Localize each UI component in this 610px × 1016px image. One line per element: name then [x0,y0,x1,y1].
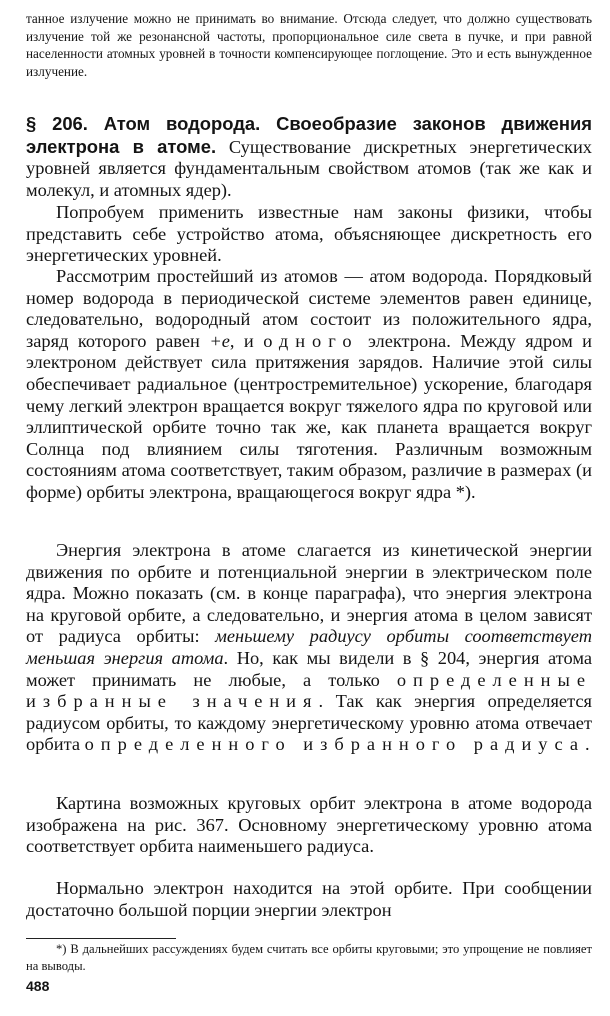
spaced-emphasis-values: определенные избранные значения [26,669,592,712]
section-heading: § 206. Атом водорода. Своеобразие законов движения электрона в атоме. [26,113,592,157]
p3-text-d: . [585,734,590,755]
p3-text-a: Энергия электрона в атоме слагается из кинетической энергии движения по орбите и потенциальной энергии в электрическом поле ядра. Можно показать (см. в конце параграфа), что энергия электрона на круговой орбите, а следовательно, и энергия атома в целом зависят от радиуса орбиты: [26,540,592,647]
section-intro-text: Существование дискретных энергетических уровней является фундаментальным свойством атомов (так же как и молекул, и атомных ядер). [26,136,592,200]
section-206 [26,113,592,201]
italic-emphasis: меньшему радиусу орбиты соответствует меньшая энергия атома [26,626,592,668]
paragraph-2 [26,266,592,504]
paragraph-5: Нормально электрон находится на этой орбите. При сообщении достаточно большой порции энергии электрон [26,878,592,920]
paragraph-1: Попробуем применить известные нам законы физики, чтобы представить себе устройство атома, объясняющее дискретность его энергетических уровней. [26,202,592,266]
p2-text-a: Рассмотрим простейший из атомов — атом водорода. Порядковый номер водорода в периодической системе элементов равен единице, следовательно, водородный атом состоит из положительного ядра, заряд которого равен [26,266,592,351]
top-paragraph: танное излучение можно не принимать во внимание. Отсюда следует, что должно существовать излучение той же резонансной частоты, пропорциональное силе света в пучке, и при равной населенности атомных уровней в точности компенсирующее поглощение. Это и есть вынужденное излучение. [26,11,592,79]
page-number: 488 [26,978,50,994]
paragraph-3 [26,540,592,756]
p2-text-b: , и [229,330,264,351]
p3-text-b: . Но, как мы видели в § 204, энергия атома может принимать не любые, а только [26,647,592,690]
spaced-emphasis-one: одного [263,330,359,351]
p2-text-c: электрона. Между ядром и электроном действует сила притяжения зарядов. Наличие этой силы обеспечивает радиальное (центростремительное) ускорение, благодаря чему легкий электрон вращается вокруг тяжелого ядра по круговой или эллиптической орбите точно так же, как планета вращается вокруг Солнца под влиянием силы тяготения. Различным возможным состояниям атома соответствует, таким образом, различие в размерах (и форме) орбиты электрона, вращающегося вокруг ядра *). [26,330,592,502]
footnote-divider [26,938,176,939]
p3-text-c: . Так как энергия определяется радиусом орбиты, то каждому энергетическому уровню атома отвечает орбита [26,691,592,755]
paragraph-4: Картина возможных круговых орбит электрона в атоме водорода изображена на рис. 367. Основному энергетическому уровню атома соответствует орбита наименьшего радиуса. [26,793,592,857]
spaced-emphasis-radius: определенного избранного радиуса [84,734,586,755]
footnote: *) В дальнейших рассуждениях будем считать все орбиты круговыми; это упрощение не повлияет на выводы. [26,942,592,973]
charge-symbol: +e [209,330,230,351]
